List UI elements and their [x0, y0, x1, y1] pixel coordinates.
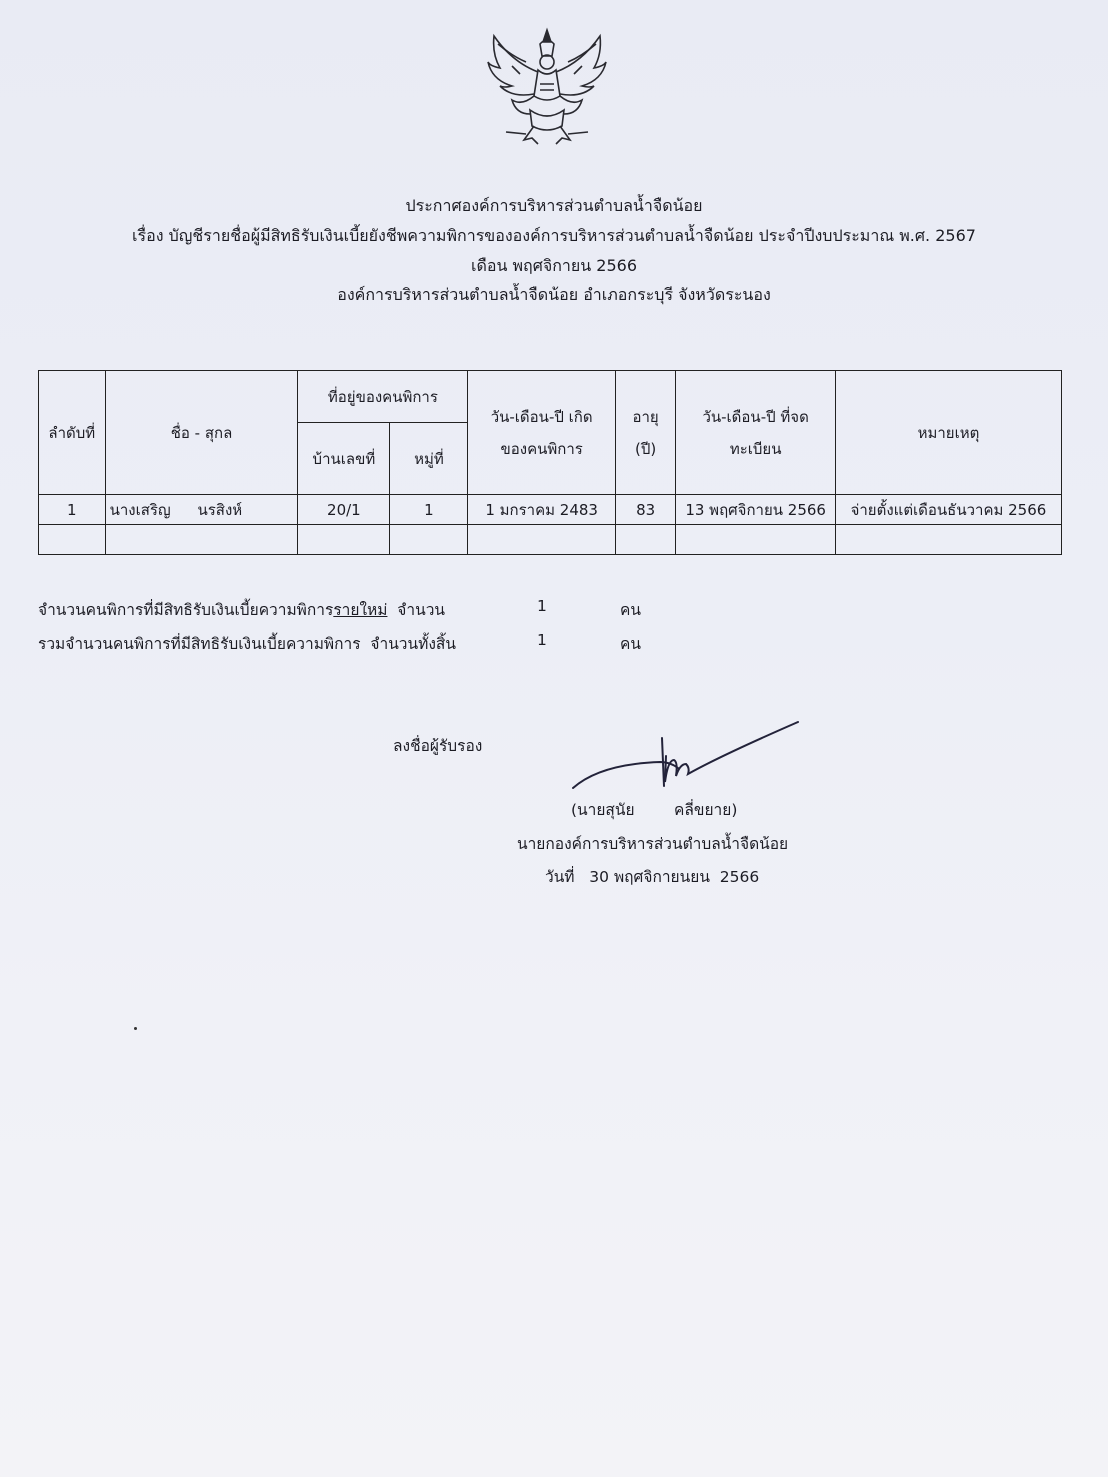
cell-first-name: นางเสริญ: [109, 500, 171, 519]
col-header-age: อายุ (ปี): [615, 371, 676, 495]
summary-new-underlined: รายใหม่: [333, 601, 388, 619]
cell-moo: 1: [390, 495, 468, 525]
signature-date: วันที่ 30 พฤศจิกายนยน 2566: [545, 868, 760, 886]
col-header-name: ชื่อ - สุกล: [105, 371, 298, 495]
announcement-month: เดือน พฤศจิกายน 2566: [470, 256, 638, 275]
cell-house: 20/1: [298, 495, 390, 525]
handwritten-signature: [570, 716, 805, 796]
beneficiary-table: [38, 370, 1062, 555]
announcement-title: ประกาศองค์การบริหารส่วนตำบลน้ำจืดน้อย: [405, 196, 703, 215]
summary-total: รวมจำนวนคนพิการที่มีสิทธิรับเงินเบี้ยความพิการ จำนวนทั้งสิ้น: [38, 635, 456, 653]
signature-label: ลงชื่อผู้รับรอง: [393, 737, 483, 755]
signer-position: นายกองค์การบริหารส่วนตำบลน้ำจืดน้อย: [517, 835, 789, 853]
cell-name: [105, 495, 298, 525]
stray-mark: [134, 1027, 137, 1030]
col-header-birth: วัน-เดือน-ปี เกิด ของคนพิการ: [468, 371, 615, 495]
col-header-registration: วัน-เดือน-ปี ที่จด ทะเบียน: [676, 371, 836, 495]
col-header-no: ลำดับที่: [39, 371, 106, 495]
cell-birth: 1 มกราคม 2483: [468, 495, 615, 525]
cell-note: จ่ายตั้งแต่เดือนธันวาคม 2566: [835, 495, 1061, 525]
table-row-empty: [39, 525, 1062, 555]
table-row: [39, 495, 1062, 525]
summary-total-count: 1: [537, 631, 547, 649]
summary-new-unit: คน: [620, 601, 641, 619]
announcement-subject: เรื่อง บัญชีรายชื่อผู้มีสิทธิรับเงินเบี้ยยังชีพความพิการขององค์การบริหารส่วนตำบลน้ำจืดน้อย ประจำปีงบประมาณ พ.ศ. 2567: [132, 226, 976, 245]
cell-last-name: นรสิงห์: [197, 500, 243, 519]
garuda-emblem: [482, 22, 612, 150]
summary-new: จำนวนคนพิการที่มีสิทธิรับเงินเบี้ยความพิการรายใหม่ จำนวน: [38, 601, 445, 619]
col-header-note: หมายเหตุ: [835, 371, 1061, 495]
cell-age: 83: [615, 495, 676, 525]
col-header-moo: หมู่ที่: [390, 423, 468, 495]
summary-total-unit: คน: [620, 635, 641, 653]
col-header-house: บ้านเลขที่: [298, 423, 390, 495]
signer-name: (นายสุนัย คลี่ขยาย): [571, 801, 738, 819]
cell-no: 1: [39, 495, 106, 525]
summary-new-count: 1: [537, 597, 547, 615]
announcement-organization: องค์การบริหารส่วนตำบลน้ำจืดน้อย อำเภอกระบุรี จังหวัดระนอง: [337, 285, 771, 304]
col-header-address: ที่อยู่ของคนพิการ: [298, 371, 468, 423]
cell-registration: 13 พฤศจิกายน 2566: [676, 495, 836, 525]
